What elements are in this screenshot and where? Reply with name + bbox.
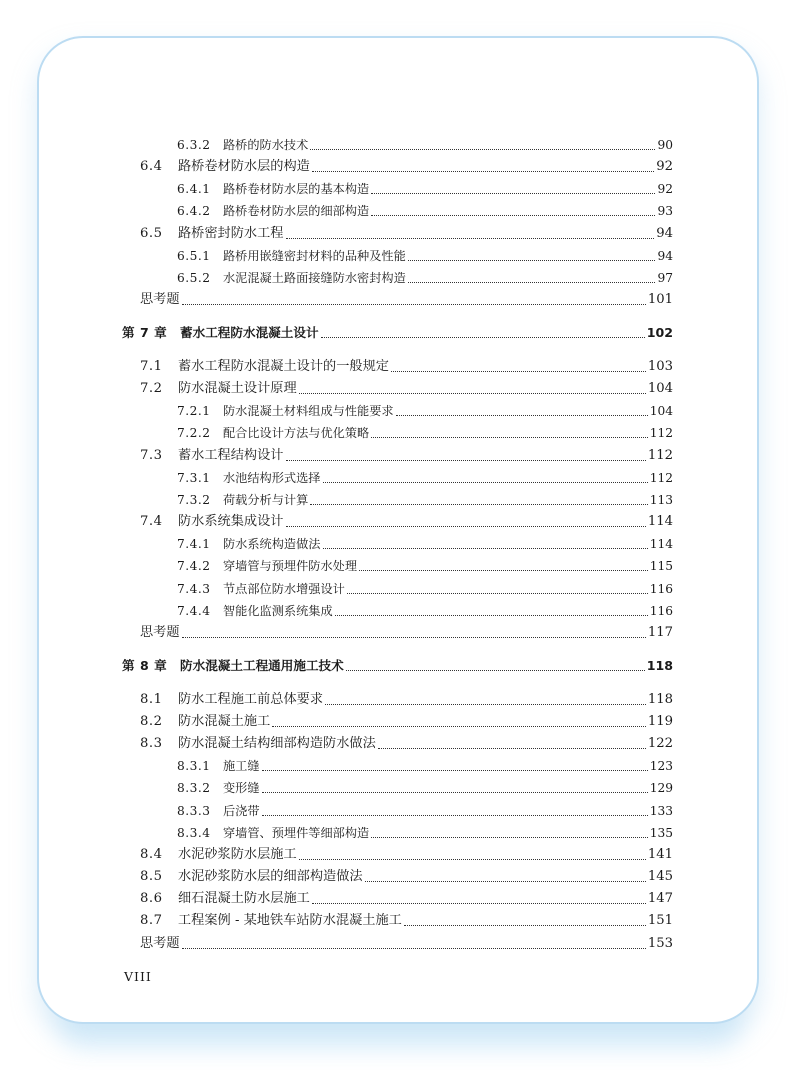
toc-entry-page: 94 xyxy=(656,226,673,241)
toc-entry-title: 路桥用嵌缝密封材料的品种及性能 xyxy=(223,249,406,263)
toc-entry-title: 穿墙管、预埋件等细部构造 xyxy=(223,826,370,840)
toc-entry-title: 路桥密封防水工程 xyxy=(178,226,284,241)
toc-entry-page: 92 xyxy=(657,182,673,196)
toc-entry-title: 路桥的防水技术 xyxy=(223,138,309,152)
toc-entry[interactable] xyxy=(177,135,673,153)
dot-leader xyxy=(371,215,655,216)
toc-entry-title: 工程案例 - 某地铁车站防水混凝土施工 xyxy=(178,913,402,928)
dot-leader xyxy=(286,238,655,239)
toc-entry[interactable] xyxy=(140,690,673,708)
toc-entry-title: 后浇带 xyxy=(223,804,260,818)
dot-leader xyxy=(182,948,646,949)
toc-entry-page: 122 xyxy=(647,736,673,751)
dot-leader xyxy=(371,837,647,838)
toc-entry-title: 蓄水工程防水混凝土设计的一般规定 xyxy=(178,359,389,374)
toc-entry-title: 水泥砂浆防水层的细部构造做法 xyxy=(178,869,363,884)
toc-entry-number: 8.4 xyxy=(140,847,163,862)
toc-entry[interactable] xyxy=(177,778,673,796)
toc-entry-number: 8.5 xyxy=(140,869,163,884)
toc-entry[interactable] xyxy=(122,656,673,674)
toc-entry-page: 116 xyxy=(649,604,673,618)
toc-entry-number: 6.5 xyxy=(140,226,163,241)
toc-entry[interactable] xyxy=(177,801,673,819)
toc-entry[interactable] xyxy=(177,579,673,597)
toc-entry-title: 配合比设计方法与优化策略 xyxy=(223,426,370,440)
toc-entry-number: 7.4.3 xyxy=(177,582,211,596)
toc-entry-page: 93 xyxy=(657,204,673,218)
toc-entry[interactable] xyxy=(140,224,673,242)
toc-entry-page: 115 xyxy=(649,559,673,573)
toc-entry-page: 133 xyxy=(649,804,673,818)
dot-leader xyxy=(378,748,646,749)
toc-entry-number: 8.1 xyxy=(140,692,163,707)
toc-entry[interactable] xyxy=(140,934,673,952)
toc-entry[interactable] xyxy=(177,823,673,841)
dot-leader xyxy=(299,859,646,860)
toc-entry-number: 8.6 xyxy=(140,891,163,906)
toc-entry-page: 135 xyxy=(649,826,673,840)
toc-entry-number: 第 7 章 xyxy=(122,325,168,340)
toc-entry-title: 细石混凝土防水层施工 xyxy=(178,891,310,906)
toc-entry-title: 水泥混凝土路面接缝防水密封构造 xyxy=(223,271,406,285)
toc-entry-number: 8.3.2 xyxy=(177,781,211,795)
toc-entry[interactable] xyxy=(140,867,673,885)
toc-entry-number: 8.7 xyxy=(140,913,163,928)
toc-entry-title: 路桥卷材防水层的基本构造 xyxy=(223,182,370,196)
page-folio: VIII xyxy=(124,969,152,984)
toc-entry[interactable] xyxy=(177,756,673,774)
toc-entry[interactable] xyxy=(122,323,673,341)
toc-entry[interactable] xyxy=(177,556,673,574)
dot-leader xyxy=(408,282,656,283)
dot-leader xyxy=(182,637,646,638)
toc-entry-page: 129 xyxy=(649,781,673,795)
toc-entry-title: 水池结构形式选择 xyxy=(223,471,321,485)
toc-entry-title: 防水混凝土结构细部构造防水做法 xyxy=(178,736,376,751)
dot-leader xyxy=(310,149,655,150)
dot-leader xyxy=(310,504,647,505)
toc-entry[interactable] xyxy=(177,601,673,619)
toc-entry-page: 97 xyxy=(657,271,673,285)
dot-leader xyxy=(299,393,646,394)
toc-entry-title: 蓄水工程防水混凝土设计 xyxy=(180,325,319,340)
toc-entry[interactable] xyxy=(177,246,673,264)
toc-entry-number: 7.4 xyxy=(140,514,163,529)
toc-entry-number: 6.5.1 xyxy=(177,249,211,263)
toc-entry[interactable] xyxy=(140,512,673,530)
toc-entry[interactable] xyxy=(140,290,673,308)
toc-entry-page: 147 xyxy=(647,891,673,906)
toc-entry[interactable] xyxy=(177,423,673,441)
toc-entry-number: 7.3.1 xyxy=(177,471,211,485)
dot-leader xyxy=(396,415,648,416)
toc-entry-page: 102 xyxy=(646,325,673,340)
toc-entry-title: 防水系统构造做法 xyxy=(223,537,321,551)
toc-entry-page: 101 xyxy=(647,292,673,307)
toc-entry-page: 118 xyxy=(646,658,673,673)
toc-entry-number: 7.3 xyxy=(140,448,163,463)
dot-leader xyxy=(262,792,648,793)
dot-leader xyxy=(286,460,646,461)
toc-entry[interactable] xyxy=(140,157,673,175)
toc-entry-number: 8.3.4 xyxy=(177,826,211,840)
dot-leader xyxy=(365,881,646,882)
toc-entry-page: 104 xyxy=(649,404,673,418)
toc-entry-page: 113 xyxy=(649,493,673,507)
toc-entry-number: 7.3.2 xyxy=(177,493,211,507)
toc-entry-page: 103 xyxy=(647,359,673,374)
dot-leader xyxy=(346,670,645,671)
toc-entry-number: 6.4.1 xyxy=(177,182,211,196)
toc-entry-title: 荷载分析与计算 xyxy=(223,493,309,507)
toc-entry[interactable] xyxy=(140,446,673,464)
toc-entry-title: 路桥卷材防水层的细部构造 xyxy=(223,204,370,218)
toc-entry-page: 112 xyxy=(649,426,673,440)
toc-entry-page: 123 xyxy=(649,759,673,773)
toc-entry-number: 6.4 xyxy=(140,159,163,174)
dot-leader xyxy=(404,925,646,926)
toc-entry-page: 114 xyxy=(647,514,673,529)
toc-entry-page: 153 xyxy=(647,936,673,951)
toc-entry[interactable] xyxy=(140,911,673,929)
toc-entry-title: 路桥卷材防水层的构造 xyxy=(178,159,310,174)
dot-leader xyxy=(182,304,646,305)
toc-entry-number: 7.2.2 xyxy=(177,426,211,440)
dot-leader xyxy=(371,193,655,194)
toc-entry[interactable] xyxy=(177,534,673,552)
toc-entry[interactable] xyxy=(140,734,673,752)
toc-entry[interactable] xyxy=(140,357,673,375)
toc-entry[interactable] xyxy=(177,268,673,286)
toc-entry-page: 92 xyxy=(656,159,673,174)
dot-leader xyxy=(347,593,648,594)
dot-leader xyxy=(312,903,646,904)
toc-entry[interactable] xyxy=(140,623,673,641)
toc-entry-page: 145 xyxy=(647,869,673,884)
toc-entry-title: 穿墙管与预埋件防水处理 xyxy=(223,559,358,573)
toc-entry-page: 104 xyxy=(647,381,673,396)
dot-leader xyxy=(323,482,648,483)
toc-entry[interactable] xyxy=(177,490,673,508)
toc-entry-number: 7.2 xyxy=(140,381,163,396)
toc-entry[interactable] xyxy=(177,401,673,419)
toc-entry-title: 节点部位防水增强设计 xyxy=(223,582,345,596)
toc-entry-title: 变形缝 xyxy=(223,781,260,795)
toc-entry-page: 90 xyxy=(657,138,673,152)
toc-entry-title: 水泥砂浆防水层施工 xyxy=(178,847,297,862)
dot-leader xyxy=(262,770,648,771)
toc-entry-number: 7.2.1 xyxy=(177,404,211,418)
dot-leader xyxy=(262,815,648,816)
toc-entry-page: 141 xyxy=(647,847,673,862)
toc-entry-number: 7.1 xyxy=(140,359,163,374)
toc-entry-title: 防水系统集成设计 xyxy=(178,514,284,529)
toc-entry[interactable] xyxy=(177,468,673,486)
toc-entry-title: 施工缝 xyxy=(223,759,260,773)
toc-entry-page: 119 xyxy=(647,714,673,729)
dot-leader xyxy=(321,337,645,338)
toc-entry-page: 116 xyxy=(649,582,673,596)
dot-leader xyxy=(323,548,648,549)
toc-entry-number: 8.3.3 xyxy=(177,804,211,818)
toc-entry-number: 6.4.2 xyxy=(177,204,211,218)
dot-leader xyxy=(286,526,646,527)
toc-entry-number: 8.3.1 xyxy=(177,759,211,773)
toc-entry-title: 防水混凝土工程通用施工技术 xyxy=(180,658,344,673)
toc-entry-number: 7.4.1 xyxy=(177,537,211,551)
toc-entry-title: 思考题 xyxy=(140,936,180,951)
toc-entry[interactable] xyxy=(177,201,673,219)
toc-entry-page: 112 xyxy=(647,448,673,463)
toc-entry[interactable] xyxy=(177,179,673,197)
toc-entry[interactable] xyxy=(140,889,673,907)
toc-entry-title: 防水混凝土设计原理 xyxy=(178,381,297,396)
toc-entry-title: 防水工程施工前总体要求 xyxy=(178,692,324,707)
toc-entry-title: 防水混凝土施工 xyxy=(178,714,271,729)
toc-entry-number: 8.3 xyxy=(140,736,163,751)
toc-entry-title: 思考题 xyxy=(140,625,180,640)
toc-entry-number: 8.2 xyxy=(140,714,163,729)
toc-entry-number: 6.5.2 xyxy=(177,271,211,285)
toc-entry-number: 6.3.2 xyxy=(177,138,211,152)
dot-leader xyxy=(371,437,647,438)
toc-entry-page: 117 xyxy=(647,625,673,640)
toc-entry-page: 112 xyxy=(649,471,673,485)
toc-entry[interactable] xyxy=(140,845,673,863)
dot-leader xyxy=(272,726,646,727)
dot-leader xyxy=(359,570,648,571)
toc-entry-page: 151 xyxy=(647,913,673,928)
toc-entry-page: 94 xyxy=(657,249,673,263)
toc-entry-title: 思考题 xyxy=(140,292,180,307)
toc-entry-title: 防水混凝土材料组成与性能要求 xyxy=(223,404,394,418)
dot-leader xyxy=(335,615,648,616)
dot-leader xyxy=(312,171,654,172)
dot-leader xyxy=(391,371,646,372)
toc-entry-page: 118 xyxy=(647,692,673,707)
toc-entry-page: 114 xyxy=(649,537,673,551)
dot-leader xyxy=(408,260,656,261)
toc-entry-number: 第 8 章 xyxy=(122,658,168,673)
toc-entry-title: 智能化监测系统集成 xyxy=(223,604,333,618)
toc-entry[interactable] xyxy=(140,712,673,730)
toc-entry-number: 7.4.4 xyxy=(177,604,211,618)
dot-leader xyxy=(325,704,646,705)
toc-entry-number: 7.4.2 xyxy=(177,559,211,573)
toc-entry-title: 蓄水工程结构设计 xyxy=(178,448,284,463)
toc-entry[interactable] xyxy=(140,379,673,397)
